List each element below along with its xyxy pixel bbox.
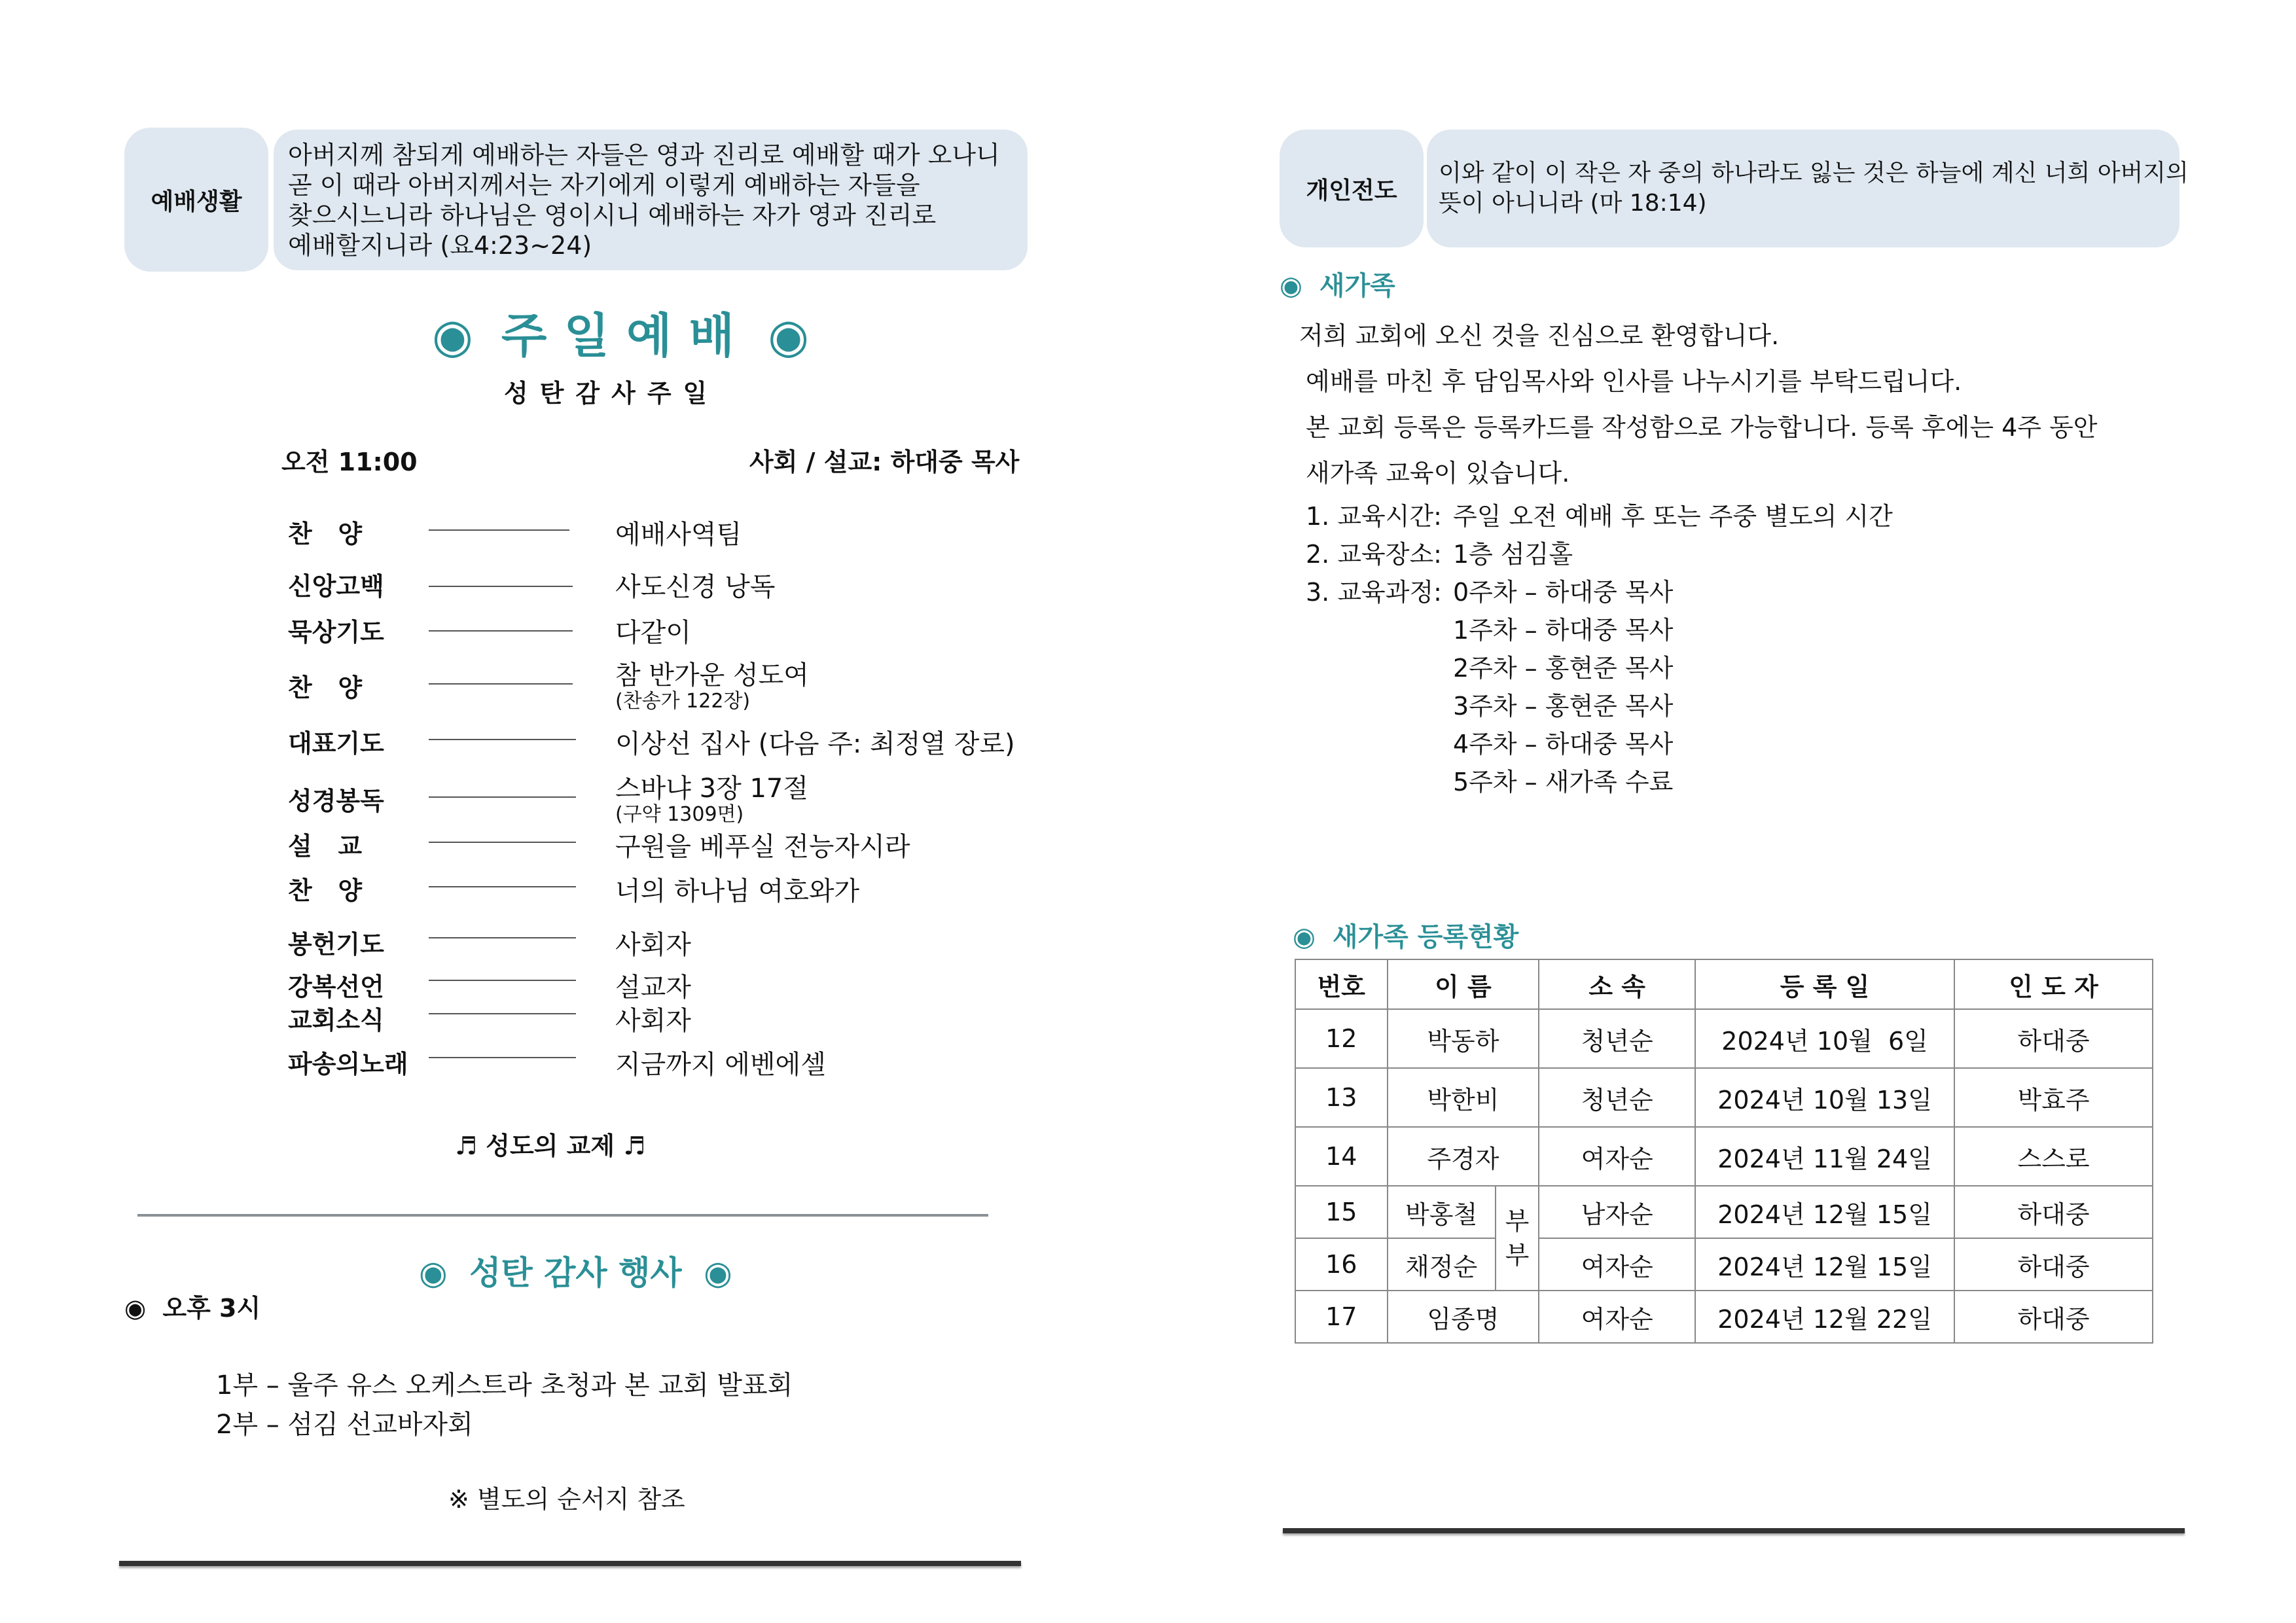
verse-tab-worship: [124, 128, 268, 272]
edu-week: 4주차 – 하대중 목사: [1453, 730, 1674, 758]
bullseye-icon: ◉: [1280, 271, 1302, 301]
order-item: 교회소식 사회자: [288, 1006, 691, 1036]
order-item: 찬 양 예배사역팀: [288, 520, 742, 550]
table-row: 14 주경자 여자순 2024년 11월 24일 스스로: [1295, 1127, 2153, 1186]
couple-mark: 부부: [1496, 1186, 1539, 1291]
newfamily-text: 본 교회 등록은 등록카드를 작성함으로 가능합니다. 등록 후에는 4주 동안: [1306, 413, 2098, 442]
evangelism-verse-box: [1427, 130, 2189, 247]
edu-week: 5주차 – 새가족 수료: [1453, 768, 1674, 796]
edu-week: 1주차 – 하대중 목사: [1453, 616, 1674, 645]
order-item: 찬 양 너의 하나님 여호와가: [288, 876, 860, 906]
verse-line: 아버지께 참되게 예배하는 자들은 영과 진리로 예배할 때가 오나니: [288, 140, 1000, 169]
order-item: 파송의노래 지금까지 에벤에셀: [288, 1050, 826, 1080]
verse-line: 뜻이 아니니라 (마 18:14): [1439, 190, 1707, 217]
edu-value: 0주차 – 하대중 목사: [1453, 578, 1674, 607]
footer-rule: [119, 1561, 1021, 1566]
table-row: 16 채정순 여자순 2024년 12월 15일 하대중: [1295, 1238, 2153, 1291]
edu-label: 1. 교육시간:: [1306, 502, 1442, 531]
column-header: 등 록 일: [1695, 959, 1954, 1009]
event-title: ◉ 성탄 감사 행사 ◉: [419, 1254, 732, 1292]
verse-tab-evangelism: [1280, 130, 1424, 247]
verse-line: 예배할지니라 (요4:23~24): [288, 230, 592, 260]
edu-week: 2주차 – 홍현준 목사: [1453, 654, 1674, 683]
verse-line: 곧 이 때라 아버지께서는 자기에게 이렇게 예배하는 자들을: [288, 170, 920, 200]
table-row: 13 박한비 청년순 2024년 10월 13일 박효주: [1295, 1068, 2153, 1127]
education-info: [1306, 497, 1893, 801]
service-subtitle: 성탄감사주일: [504, 379, 719, 408]
order-item: 봉헌기도 사회자: [288, 930, 691, 960]
newfamily-text: 저희 교회에 오신 것을 진심으로 환영합니다.: [1299, 321, 1780, 350]
event-item: 2부 – 섬김 선교바자회: [216, 1410, 473, 1440]
divider: [137, 1214, 988, 1217]
event-note: ※ 별도의 순서지 참조: [448, 1485, 685, 1514]
event-item: 1부 – 울주 유스 오케스트라 초청과 본 교회 발표회: [216, 1370, 793, 1400]
newfamily-title: ◉ 새가족: [1280, 271, 1395, 301]
table-row: 12 박동하 청년순 2024년 10월 6일 하대중: [1295, 1009, 2153, 1068]
bullseye-icon: ◉: [1293, 922, 1316, 952]
order-item: 대표기도 이상선 집사 (다음 주: 최정열 장로): [288, 729, 1015, 759]
edu-label: 3. 교육과정:: [1306, 578, 1442, 607]
edu-label: 2. 교육장소:: [1306, 540, 1442, 569]
service-leader: 사회 / 설교: 하대중 목사: [749, 448, 1020, 476]
verse-tab-label: 개인전도: [1306, 177, 1397, 204]
order-item: 찬 양 참 반가운 성도여 (찬송가 122장): [288, 660, 809, 713]
table-header-row: [1295, 959, 2153, 1009]
service-title: ◉ 주일예배 ◉: [432, 308, 810, 363]
order-item: 성경봉독 스바냐 3장 17절 (구약 1309면): [288, 774, 808, 826]
table-row: 15 박홍철 부부 남자순 2024년 12월 15일 하대중: [1295, 1186, 2153, 1238]
order-item: 신앙고백 사도신경 낭독: [288, 572, 776, 602]
verse-line: 이와 같이 이 작은 자 중의 하나라도 잃는 것은 하늘에 계신 너희 아버지의: [1439, 160, 2189, 187]
footer-rule: [1283, 1528, 2185, 1533]
bullseye-icon: ◉: [419, 1254, 448, 1292]
bullseye-icon: ◉: [432, 308, 473, 363]
verse-line: 찾으시느니라 하나님은 영이시니 예배하는 자가 영과 진리로: [288, 200, 937, 230]
verse-tab-label: 예배생활: [151, 188, 242, 215]
table-row: 17 임종명 여자순 2024년 12월 22일 하대중: [1295, 1291, 2153, 1343]
order-item: 강복선언 설교자: [288, 972, 691, 1003]
edu-value: 1층 섬김홀: [1453, 540, 1573, 569]
bullseye-icon: ◉: [124, 1294, 147, 1323]
newfamily-text: 새가족 교육이 있습니다.: [1306, 459, 1570, 488]
edu-value: 주일 오전 예배 후 또는 주중 별도의 시간: [1453, 502, 1893, 531]
bullseye-icon: ◉: [704, 1254, 732, 1292]
order-item: 설 교 구원을 베푸실 전능자시라: [288, 832, 910, 862]
column-header: 소 속: [1539, 959, 1695, 1009]
column-header: 이 름: [1388, 959, 1539, 1009]
column-header: 번호: [1295, 959, 1388, 1009]
order-item: 묵상기도 다같이: [288, 618, 691, 648]
service-time: 오전 11:00: [281, 448, 418, 476]
event-time: ◉ 오후 3시: [124, 1294, 261, 1323]
registry-title: ◉ 새가족 등록현황: [1293, 922, 1519, 952]
fellowship-note: ♬ 성도의 교제 ♬: [455, 1132, 646, 1160]
edu-week: 3주차 – 홍현준 목사: [1453, 692, 1674, 721]
bullseye-icon: ◉: [768, 308, 810, 363]
newfamily-text: 예배를 마친 후 담임목사와 인사를 나누시기를 부탁드립니다.: [1306, 367, 1962, 396]
column-header: 인 도 자: [1954, 959, 2153, 1009]
registry-table: [1295, 959, 2153, 1344]
